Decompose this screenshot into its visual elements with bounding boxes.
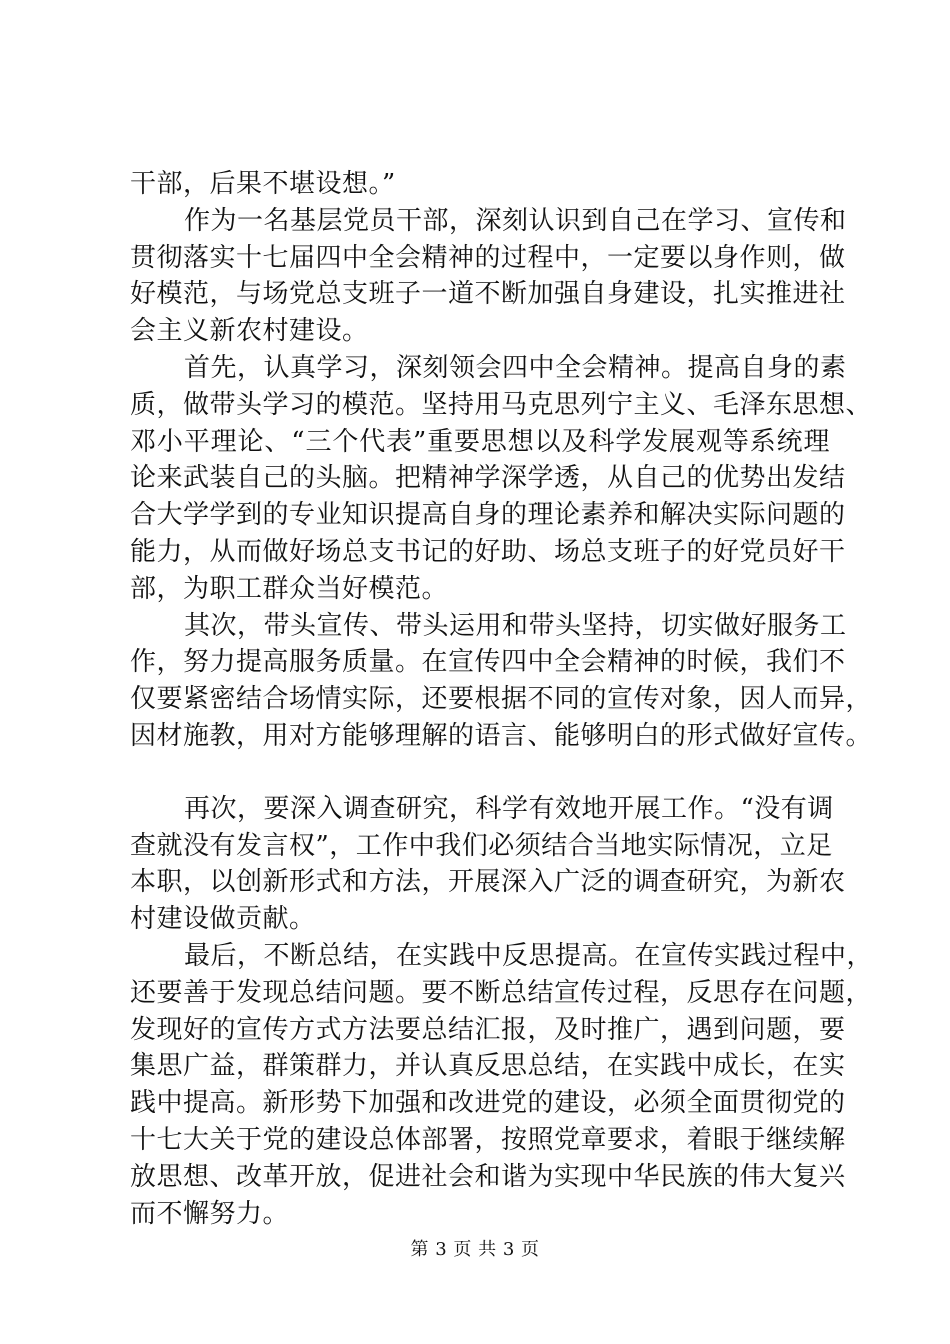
- text-line: 本职，以创新形式和方法，开展深入广泛的调查研究，为新农: [130, 867, 846, 898]
- paragraph-gap: [130, 755, 830, 791]
- text-line: 村建设做贡献。: [130, 904, 316, 935]
- text-line: 践中提高。新形势下加强和改进党的建设，必须全面贯彻党的: [130, 1088, 846, 1119]
- text-line: 仅要紧密结合场情实际，还要根据不同的宣传对象，因人而异，: [130, 684, 873, 715]
- text-line: 贯彻落实十七届四中全会精神的过程中，一定要以身作则，做: [130, 242, 846, 273]
- text-line: 干部，后果不堪设想。”: [130, 169, 396, 199]
- text-line: 因材施教，用对方能够理解的语言、能够明白的形式做好宣传。: [130, 720, 873, 751]
- text-line: 发现好的宣传方式方法要总结汇报，及时推广，遇到问题，要: [130, 1014, 846, 1045]
- paragraph-first-line: 再次，要深入调查研究，科学有效地开展工作。“没有调: [184, 793, 834, 824]
- paragraph-first-line: 作为一名基层党员干部，深刻认识到自己在学习、宣传和: [184, 205, 847, 236]
- text-line: 部，为职工群众当好模范。: [130, 573, 449, 604]
- text-line: 好模范，与场党总支班子一道不断加强自身建设，扎实推进社: [130, 279, 846, 310]
- text-line: 还要善于发现总结问题。要不断总结宣传过程，反思存在问题，: [130, 977, 873, 1008]
- text-line: 作，努力提高服务质量。在宣传四中全会精神的时候，我们不: [130, 647, 846, 678]
- text-line: 放思想、改革开放，促进社会和谐为实现中华民族的伟大复兴: [130, 1161, 846, 1192]
- text-line: 集思广益，群策群力，并认真反思总结，在实践中成长，在实: [130, 1051, 846, 1082]
- paragraph-first-line: 首先，认真学习，深刻领会四中全会精神。提高自身的素: [184, 352, 847, 383]
- text-line: 查就没有发言权”，工作中我们必须结合当地实际情况，立足: [130, 830, 833, 861]
- text-line: 能力，从而做好场总支书记的好助、场总支班子的好党员好干: [130, 536, 846, 567]
- document-body: [130, 166, 874, 1232]
- text-line: 合大学学到的专业知识提高自身的理论素养和解决实际问题的: [130, 500, 846, 531]
- text-line: 邓小平理论、“三个代表”重要思想以及科学发展观等系统理: [130, 426, 830, 457]
- text-line: 而不懈努力。: [130, 1198, 290, 1229]
- paragraph-first-line: 最后，不断总结，在实践中反思提高。在宣传实践过程中，: [184, 940, 874, 971]
- text-line: 十七大关于党的建设总体部署，按照党章要求，着眼于继续解: [130, 1124, 846, 1155]
- paragraph-first-line: 其次，带头宣传、带头运用和带头坚持，切实做好服务工: [184, 610, 847, 641]
- text-line: 会主义新农村建设。: [130, 316, 369, 347]
- text-line: 论来武装自己的头脑。把精神学深学透，从自己的优势出发结: [130, 463, 846, 494]
- text-line: 质，做带头学习的模范。坚持用马克思列宁主义、毛泽东思想、: [130, 389, 873, 420]
- page-number-footer: 第 3 页 共 3 页: [410, 1239, 540, 1260]
